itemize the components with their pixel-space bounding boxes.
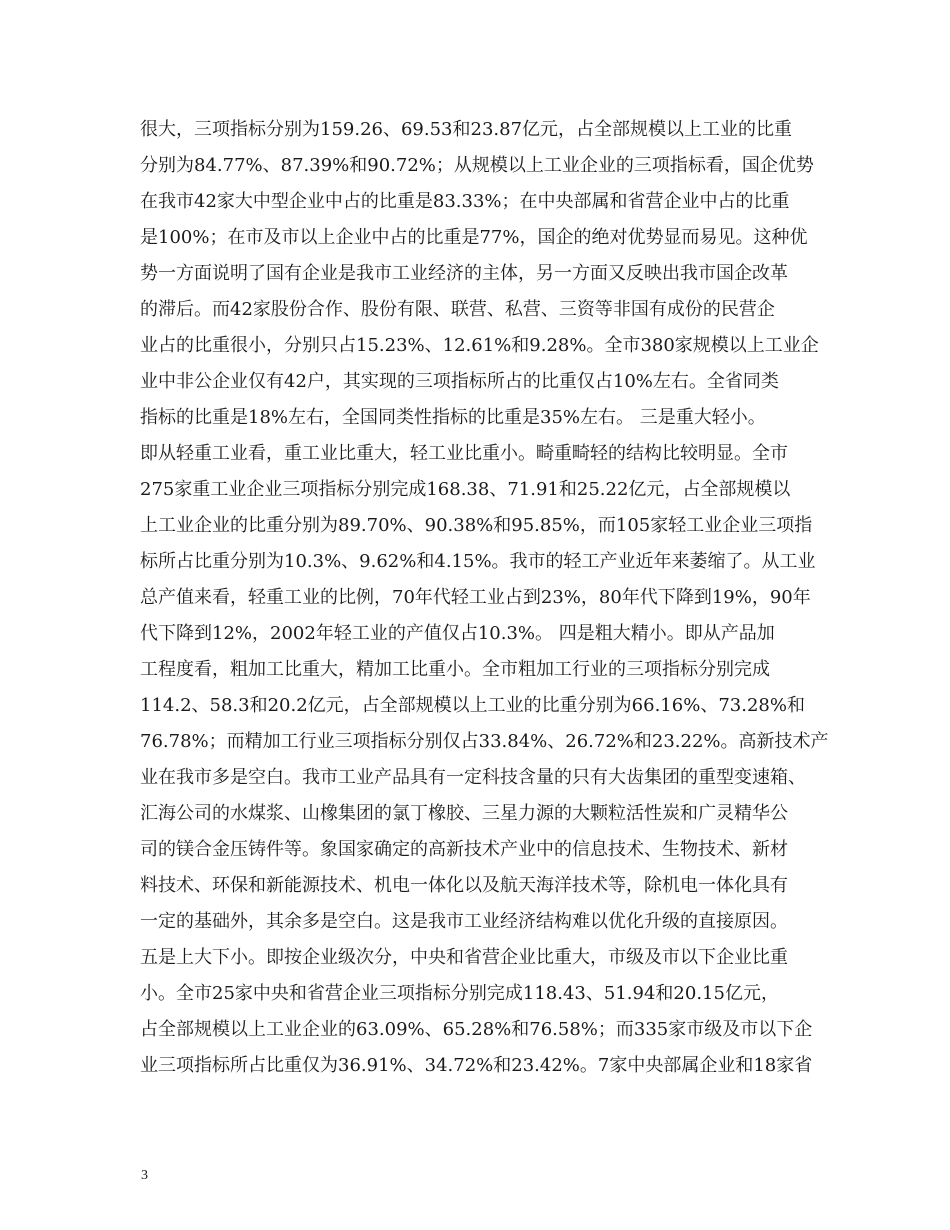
text-line: 司的镁合金压铸件等。象国家确定的高新技术产业中的信息技术、生物技术、新材 xyxy=(140,839,788,860)
text-line: 分别为84.77%、87.39%和90.72%；从规模以上工业企业的三项指标看，国企优势 xyxy=(140,155,814,176)
text-line: 在我市42家大中型企业中占的比重是83.33%；在中央部属和省营企业中占的比重 xyxy=(140,191,790,212)
text-line: 代下降到12%，2002年轻工业的产值仅占10.3%。 四是粗大精小。即从产品加 xyxy=(140,623,775,644)
text-line: 的滞后。而42家股份合作、股份有限、联营、私营、三资等非国有成份的民营企 xyxy=(140,299,775,320)
text-line: 标所占比重分别为10.3%、9.62%和4.15%。我市的轻工产业近年来萎缩了。从工业 xyxy=(140,551,816,572)
text-line: 料技术、环保和新能源技术、机电一体化以及航天海洋技术等，除机电一体化具有 xyxy=(140,875,788,896)
text-line: 很大，三项指标分别为159.26、69.53和23.87亿元，占全部规模以上工业的比重 xyxy=(140,119,793,140)
page-number: 3 xyxy=(141,1168,148,1183)
text-line: 是100%；在市及市以上企业中占的比重是77%，国企的绝对优势显而易见。这种优 xyxy=(140,227,808,248)
text-line: 业中非公企业仅有42户，其实现的三项指标所占的比重仅占10%左右。全省同类 xyxy=(140,371,779,392)
text-line: 上工业企业的比重分别为89.70%、90.38%和95.85%，而105家轻工业企业三项指 xyxy=(140,515,813,536)
text-line: 275家重工业企业三项指标分别完成168.38、71.91和25.22亿元，占全部规模以 xyxy=(140,479,791,500)
text-line: 即从轻重工业看，重工业比重大，轻工业比重小。畸重畸轻的结构比较明显。全市 xyxy=(140,443,788,464)
text-line: 势一方面说明了国有企业是我市工业经济的主体，另一方面又反映出我市国企改革 xyxy=(140,263,788,284)
text-line: 业占的比重很小，分别只占15.23%、12.61%和9.28%。全市380家规模以上工业企 xyxy=(140,335,819,356)
text-line: 指标的比重是18%左右，全国同类性指标的比重是35%左右。 三是重大轻小。 xyxy=(140,407,766,428)
text-line: 汇海公司的水煤浆、山橡集团的氯丁橡胶、三星力源的大颗粒活性炭和广灵精华公 xyxy=(140,803,788,824)
text-line: 114.2、58.3和20.2亿元，占全部规模以上工业的比重分别为66.16%、73.28%和 xyxy=(140,695,805,716)
text-line: 76.78%；而精加工行业三项指标分别仅占33.84%、26.72%和23.22%。高新技术产 xyxy=(140,731,829,752)
body-text xyxy=(140,112,830,1084)
text-line: 总产值来看，轻重工业的比例，70年代轻工业占到23%，80年代下降到19%，90年 xyxy=(140,587,811,608)
text-line: 小。全市25家中央和省营企业三项指标分别完成118.43、51.94和20.15亿元， xyxy=(140,983,779,1004)
text-line: 工程度看，粗加工比重大，精加工比重小。全市粗加工行业的三项指标分别完成 xyxy=(140,659,770,680)
text-line: 一定的基础外，其余多是空白。这是我市工业经济结构难以优化升级的直接原因。 xyxy=(140,911,788,932)
text-line: 占全部规模以上工业企业的63.09%、65.28%和76.58%；而335家市级及市以下企 xyxy=(140,1019,813,1040)
text-line: 五是上大下小。即按企业级次分，中央和省营企业比重大，市级及市以下企业比重 xyxy=(140,947,788,968)
text-line: 业在我市多是空白。我市工业产品具有一定科技含量的只有大齿集团的重型变速箱、 xyxy=(140,767,806,788)
text-line: 业三项指标所占比重仅为36.91%、34.72%和23.42%。7家中央部属企业和18家省 xyxy=(140,1055,813,1076)
